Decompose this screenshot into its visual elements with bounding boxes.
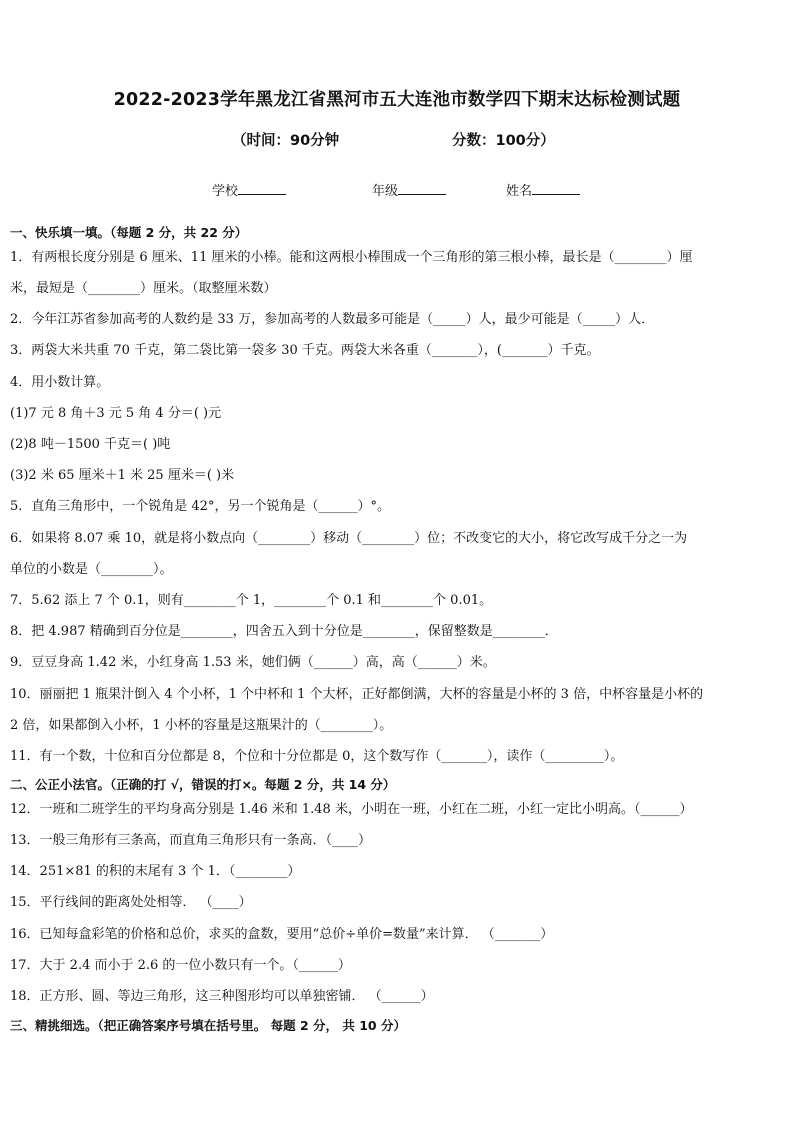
question-line: (1)7 元 8 角＋3 元 5 角 4 分＝( )元 [10,406,222,421]
section-heading-3: 三、精挑细选。（把正确答案序号填在括号里。 每题 2 分， 共 10 分） [10,1018,406,1033]
question-line: 11．有一个数，十位和百分位都是 8，个位和十分位都是 0，这个数写作（_______），读作（_________）。 [10,749,624,764]
question-line: 5．直角三角形中，一个锐角是 42°，另一个锐角是（______）°。 [10,499,390,514]
name-label: 姓名 [506,184,533,199]
question-line: 单位的小数是（________）。 [10,562,173,577]
question-line: 2 倍，如果都倒入小杯，1 小杯的容量是这瓶果汁的（________）。 [10,718,393,733]
question-line: 17．大于 2.4 而小于 2.6 的一位小数只有一个。（______） [10,958,351,973]
section-heading-2: 二、公正小法官。（正确的打 √，错误的打×。每题 2 分，共 14 分） [10,777,396,792]
exam-title: 2022-2023学年黑龙江省黑河市五大连池市数学四下期末达标检测试题 [113,90,681,110]
exam-score: 分数：100分） [452,133,555,149]
grade-label: 年级 [372,184,399,199]
question-line: 3．两袋大米共重 70 千克，第二袋比第一袋多 30 千克。两袋大米各重（_______），(_______）千克。 [10,343,600,358]
section-heading-1: 一、快乐填一填。（每题 2 分，共 22 分） [10,225,248,240]
question-line: 12．一班和二班学生的平均身高分别是 1.46 米和 1.48 米，小明在一班，小红在二班，小红一定比小明高。（______） [10,802,693,817]
school-blank [238,182,286,195]
question-line: 1．有两根长度分别是 6 厘米、11 厘米的小棒。能和这两根小棒围成一个三角形的第三根小棒，最长是（________）厘 [10,250,693,265]
question-line: 16．已知每盒彩笔的价格和总价，求买的盒数，要用“总价÷单价=数量”来计算． （_______） [10,927,554,942]
school-label: 学校 [212,184,239,199]
question-line: 9．豆豆身高 1.42 米，小红身高 1.53 米，她们俩（______）高，高（______）米。 [10,655,496,670]
question-line: 8．把 4.987 精确到百分位是________，四舍五入到十分位是________，保留整数是________． [10,624,558,639]
question-line: 10．丽丽把 1 瓶果汁倒入 4 个小杯，1 个中杯和 1 个大杯，正好都倒满，大杯的容量是小杯的 3 倍，中杯容量是小杯的 [10,687,704,702]
name-field [506,180,580,199]
question-line: 7．5.62 添上 7 个 0.1，则有________个 1，________个 0.1 和________个 0.01。 [10,593,493,608]
grade-blank [398,182,446,195]
question-line: 15．平行线间的距离处处相等． （____） [10,895,252,910]
question-line: 米，最短是（________）厘米。（取整厘米数） [10,281,277,296]
question-line: 2．今年江苏省参加高考的人数约是 33 万，参加高考的人数最多可能是（_____）人，最少可能是（_____）人． [10,312,655,327]
question-line: (3)2 米 65 厘米＋1 米 25 厘米＝( )米 [10,468,235,483]
question-line: 14．251×81 的积的末尾有 3 个 1．（________） [10,864,301,879]
question-line: 18．正方形、圆、等边三角形，这三种图形均可以单独密铺． （______） [10,989,434,1004]
question-line: 6．如果将 8.07 乘 10，就是将小数点向（________）移动（________）位；不改变它的大小，将它改写成千分之一为 [10,531,688,546]
question-line: 13．一般三角形有三条高，而直角三角形只有一条高．（____） [10,833,372,848]
grade-field [372,180,446,199]
question-line: (2)8 吨－1500 千克＝( )吨 [10,437,171,452]
school-field [212,180,286,199]
question-line: 4．用小数计算。 [10,375,110,390]
name-blank [532,182,580,195]
exam-time: （时间：90分钟 [232,133,340,149]
